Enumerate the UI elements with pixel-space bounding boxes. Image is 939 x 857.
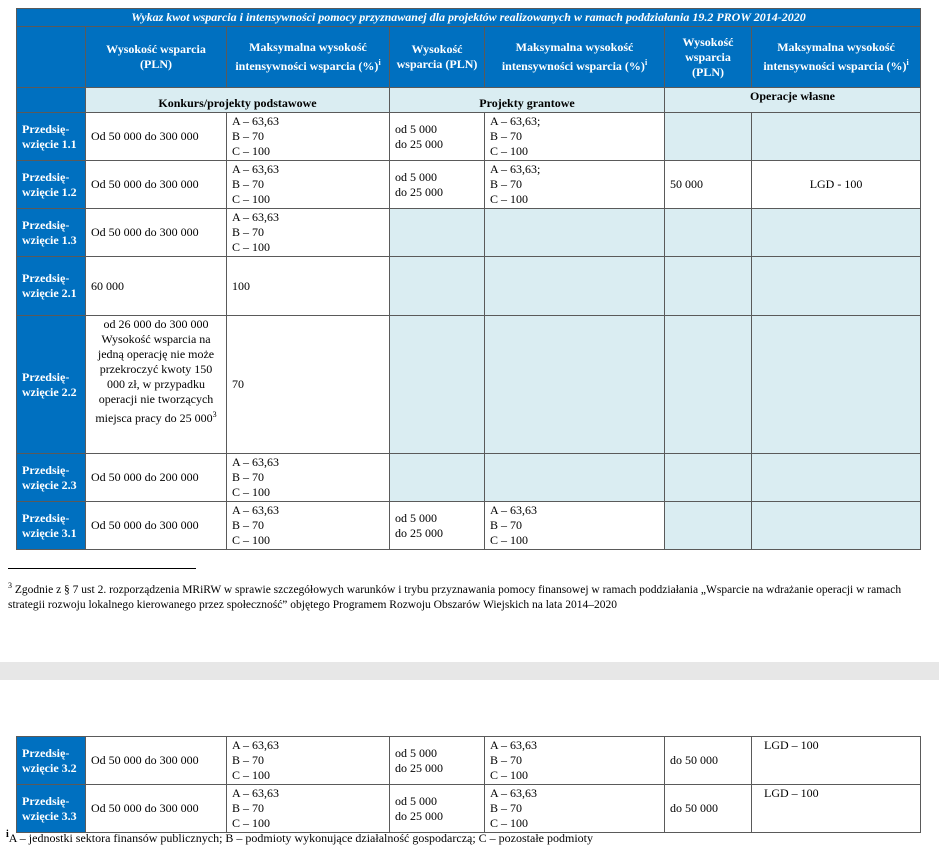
section-grantowe: Projekty grantowe: [390, 88, 665, 113]
table-row: [17, 113, 921, 161]
header-wysokosc-2: Wysokość wsparcia (PLN): [390, 27, 485, 88]
cell-grant-wysokosc: od 5 000 do 25 000: [390, 113, 485, 161]
footnote-i: $^i$A – jednostki sektora finansów publicznych; B – podmioty wykonujące działalność gospodarczą; C – pozostałe podmioty: [6, 829, 593, 845]
cell-wysokosc: Od 50 000 do 200 000: [86, 454, 227, 502]
cell-wlasne-wysokosc: do 50 000: [665, 737, 752, 785]
table-row: [17, 316, 921, 454]
row-label: Przedsię- wzięcie 2.3: [17, 454, 86, 502]
table-row: [17, 209, 921, 257]
cell-grant-wysokosc: od 5 000 do 25 000: [390, 737, 485, 785]
cell-wysokosc: Od 50 000 do 300 000: [86, 737, 227, 785]
cell-empty: [665, 316, 752, 454]
footnote-3: $^3$ Zgodnie z § 7 ust 2. rozporządzenia MRiRW w sprawie szczegółowych warunków i trybu przyznawania pomocy finansowej w ramach poddziałania „Wsparcie na wdrażanie operacji w ramach strategii rozwoju lokalnego kierowanego przez społeczność” objętego Programem Rozwoju Obszarów Wiejskich na lata 2014–2020: [8, 581, 902, 611]
section-row: [17, 88, 921, 113]
cell-grant-wysokosc: od 5 000 do 25 000: [390, 502, 485, 550]
row-label: Przedsię- wzięcie 3.2: [17, 737, 86, 785]
cell-wysokosc: Od 50 000 do 300 000: [86, 502, 227, 550]
cell-grant-intensywnosc: A – 63,63; B – 70 C – 100: [485, 113, 665, 161]
cell-wlasne-wysokosc: do 50 000: [665, 785, 752, 833]
support-table: [16, 8, 921, 550]
table-row: [17, 785, 921, 833]
cell-intensywnosc: 100: [227, 257, 390, 316]
cell-empty: [390, 454, 485, 502]
cell-empty: [390, 257, 485, 316]
cell-wysokosc: Od 50 000 do 300 000: [86, 209, 227, 257]
header-wysokosc-3: Wysokość wsparcia (PLN): [665, 27, 752, 88]
row-label: Przedsię- wzięcie 3.1: [17, 502, 86, 550]
header-intensywnosc-2: Maksymalna wysokość intensywności wsparcia (%)$^i$: [485, 27, 665, 88]
header-empty: [17, 27, 86, 88]
cell-grant-wysokosc: od 5 000 do 25 000: [390, 785, 485, 833]
header-wysokosc-1: Wysokość wsparcia (PLN): [86, 27, 227, 88]
cell-grant-intensywnosc: A – 63,63 B – 70 C – 100: [485, 737, 665, 785]
section-konkurs: Konkurs/projekty podstawowe: [86, 88, 390, 113]
cell-empty: [665, 209, 752, 257]
header-intensywnosc-1: Maksymalna wysokość intensywności wsparcia (%)$^i$: [227, 27, 390, 88]
cell-intensywnosc: A – 63,63 B – 70 C – 100: [227, 785, 390, 833]
header-intensywnosc-3: Maksymalna wysokość intensywności wsparcia (%)$^i$: [752, 27, 921, 88]
section-empty: [17, 88, 86, 113]
cell-wysokosc: Od 50 000 do 300 000: [86, 161, 227, 209]
table-row: [17, 257, 921, 316]
cell-empty: [752, 502, 921, 550]
cell-intensywnosc: A – 63,63 B – 70 C – 100: [227, 502, 390, 550]
cell-empty: [485, 257, 665, 316]
cell-empty: [665, 454, 752, 502]
footnote-separator: [8, 568, 196, 569]
page-break: [0, 662, 939, 680]
row-label: Przedsię- wzięcie 2.2: [17, 316, 86, 454]
cell-grant-wysokosc: od 5 000 do 25 000: [390, 161, 485, 209]
table-row: [17, 454, 921, 502]
table-row: [17, 161, 921, 209]
cell-wysokosc: Od 50 000 do 300 000: [86, 785, 227, 833]
cell-empty: [752, 257, 921, 316]
table-row: [17, 502, 921, 550]
support-table-continued: [16, 736, 921, 833]
cell-grant-intensywnosc: A – 63,63; B – 70 C – 100: [485, 161, 665, 209]
cell-wlasne-intensywnosc: LGD – 100: [752, 785, 921, 833]
cell-intensywnosc: 70: [227, 316, 390, 454]
cell-empty: [665, 113, 752, 161]
cell-grant-intensywnosc: A – 63,63 B – 70 C – 100: [485, 502, 665, 550]
cell-intensywnosc: A – 63,63 B – 70 C – 100: [227, 113, 390, 161]
cell-wlasne-intensywnosc: LGD - 100: [752, 161, 921, 209]
cell-wysokosc: Od 50 000 do 300 000: [86, 113, 227, 161]
cell-empty: [665, 502, 752, 550]
cell-empty: [752, 316, 921, 454]
cell-wlasne-intensywnosc: LGD – 100: [752, 737, 921, 785]
table-row: [17, 737, 921, 785]
cell-wysokosc: od 26 000 do 300 000 Wysokość wsparcia na jedną operację nie może przekroczyć kwoty 150 000 zł, w przypadku operacji nie tworzących miejsca pracy do 25 $000^3$: [86, 316, 227, 454]
section-wlasne: Operacje własne: [665, 88, 921, 113]
cell-intensywnosc: A – 63,63 B – 70 C – 100: [227, 209, 390, 257]
cell-wysokosc: 60 000: [86, 257, 227, 316]
title-row: [17, 9, 921, 27]
row-label: Przedsię- wzięcie 1.3: [17, 209, 86, 257]
header-row: [17, 27, 921, 88]
cell-empty: [485, 209, 665, 257]
cell-empty: [485, 454, 665, 502]
table-title: Wykaz kwot wsparcia i intensywności pomocy przyznawanej dla projektów realizowanych w ramach poddziałania 19.2 PROW 2014-2020: [17, 9, 921, 27]
cell-empty: [665, 257, 752, 316]
cell-intensywnosc: A – 63,63 B – 70 C – 100: [227, 454, 390, 502]
cell-empty: [390, 316, 485, 454]
cell-intensywnosc: A – 63,63 B – 70 C – 100: [227, 161, 390, 209]
cell-empty: [390, 209, 485, 257]
row-label: Przedsię- wzięcie 1.2: [17, 161, 86, 209]
cell-grant-intensywnosc: A – 63,63 B – 70 C – 100: [485, 785, 665, 833]
cell-empty: [485, 316, 665, 454]
cell-intensywnosc: A – 63,63 B – 70 C – 100: [227, 737, 390, 785]
row-label: Przedsię- wzięcie 1.1: [17, 113, 86, 161]
cell-empty: [752, 454, 921, 502]
cell-empty: [752, 209, 921, 257]
cell-empty: [752, 113, 921, 161]
row-label: Przedsię- wzięcie 3.3: [17, 785, 86, 833]
cell-wlasne-wysokosc: 50 000: [665, 161, 752, 209]
row-label: Przedsię- wzięcie 2.1: [17, 257, 86, 316]
